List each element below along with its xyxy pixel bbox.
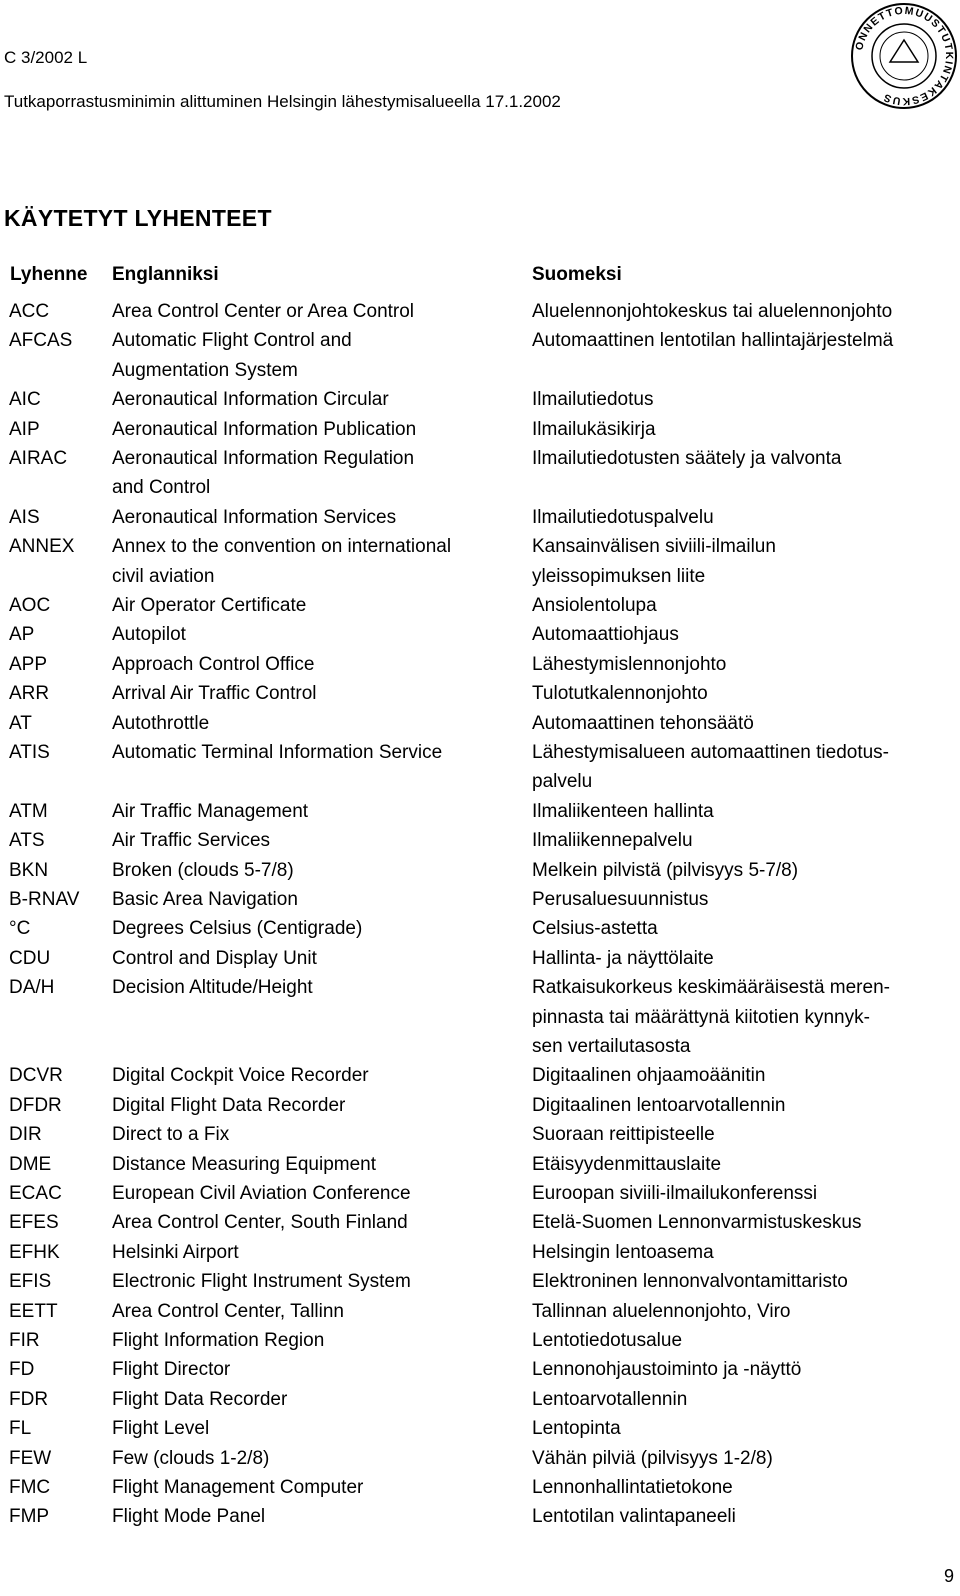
finnish-line: Lentotilan valintapaneeli xyxy=(532,1506,736,1528)
english-line: Distance Measuring Equipment xyxy=(112,1153,377,1175)
finnish-cell xyxy=(532,797,714,826)
finnish-line: Elektroninen lennonvalvontamittaristo xyxy=(532,1271,848,1293)
english-line: Aeronautical Information Publication xyxy=(112,418,417,440)
english-line: Electronic Flight Instrument System xyxy=(112,1271,411,1293)
english-cell xyxy=(112,620,186,649)
english-cell xyxy=(112,1267,411,1296)
english-line: Direct to a Fix xyxy=(112,1124,230,1146)
english-cell xyxy=(112,679,316,708)
english-line: Area Control Center, South Finland xyxy=(112,1212,408,1234)
abbreviation-cell: ATIS xyxy=(9,742,50,763)
english-cell xyxy=(112,709,209,738)
finnish-cell xyxy=(532,944,714,973)
abbreviation-cell: FDR xyxy=(9,1388,49,1410)
finnish-cell xyxy=(532,385,653,414)
abbreviation-cell: FMC xyxy=(9,1477,51,1498)
abbreviation-cell: FMP xyxy=(9,1506,50,1528)
english-cell xyxy=(112,1208,408,1237)
english-cell xyxy=(112,385,389,414)
table-row xyxy=(0,1326,960,1355)
abbreviation-cell: AIP xyxy=(9,418,40,440)
table-row xyxy=(0,620,960,649)
table-row xyxy=(0,1355,960,1384)
finnish-cell xyxy=(532,1267,848,1296)
document-subtitle: Tutkaporrastusminimin alittuminen Helsingin lähestymisalueella 17.1.2002 xyxy=(4,92,561,111)
finnish-line: Digitaalinen ohjaamoäänitin xyxy=(532,1065,766,1087)
abbreviation-cell: FIR xyxy=(9,1330,40,1351)
finnish-line: Ilmailutiedotuspalvelu xyxy=(532,506,714,528)
agency-seal-logo xyxy=(850,2,958,110)
finnish-cell xyxy=(532,1120,715,1149)
abbreviation-cell: EFIS xyxy=(9,1271,52,1293)
abbreviation-cell: EETT xyxy=(9,1300,58,1322)
finnish-line: pinnasta tai määrättynä kiitotien kynnyk- xyxy=(532,1006,870,1028)
finnish-cell xyxy=(532,297,892,326)
english-line: Aeronautical Information Circular xyxy=(112,389,389,411)
table-row xyxy=(0,914,960,943)
english-cell xyxy=(112,797,308,826)
english-line: Arrival Air Traffic Control xyxy=(112,683,317,705)
english-line: Autothrottle xyxy=(112,712,210,734)
abbreviation-cell: ECAC xyxy=(9,1183,62,1204)
finnish-line: Tallinnan aluelennonjohto, Viro xyxy=(532,1300,791,1322)
table-row xyxy=(0,1061,960,1090)
english-line: Annex to the convention on international xyxy=(112,536,452,558)
table-row xyxy=(0,1502,960,1531)
english-line: Few (clouds 1-2/8) xyxy=(112,1447,270,1469)
english-cell xyxy=(112,415,416,444)
abbreviation-cell: DA/H xyxy=(9,977,55,999)
finnish-line: Aluelennonjohtokeskus tai aluelennonjohto xyxy=(532,301,893,322)
english-cell xyxy=(112,444,414,503)
english-line: civil aviation xyxy=(112,565,215,587)
finnish-cell xyxy=(532,738,889,797)
table-row xyxy=(0,679,960,708)
abbreviation-cell: AOC xyxy=(9,595,51,616)
table-row xyxy=(0,650,960,679)
finnish-line: Hallinta- ja näyttölaite xyxy=(532,947,714,969)
finnish-line: palvelu xyxy=(532,771,593,793)
abbreviation-cell: APP xyxy=(9,653,48,675)
table-row xyxy=(0,1297,960,1326)
english-line: Digital Flight Data Recorder xyxy=(112,1094,346,1116)
abbreviation-cell: ATM xyxy=(9,800,48,822)
english-line: Air Traffic Management xyxy=(112,800,309,822)
finnish-line: Etelä-Suomen Lennonvarmistuskeskus xyxy=(532,1212,862,1234)
finnish-line: Lentoarvotallennin xyxy=(532,1388,688,1410)
finnish-line: Automaattinen tehonsäätö xyxy=(532,712,754,734)
table-row xyxy=(0,1208,960,1237)
abbreviation-cell: CDU xyxy=(9,947,51,969)
finnish-cell xyxy=(532,1385,687,1414)
column-header-abbr: Lyhenne xyxy=(10,264,88,285)
finnish-line: Automaattiohjaus xyxy=(532,624,679,646)
english-cell xyxy=(112,1473,363,1502)
table-row xyxy=(0,885,960,914)
english-line: Degrees Celsius (Centigrade) xyxy=(112,918,363,940)
finnish-line: Suoraan reittipisteelle xyxy=(532,1124,715,1146)
table-row xyxy=(0,797,960,826)
english-line: and Control xyxy=(112,477,211,499)
english-cell xyxy=(112,826,270,855)
english-cell xyxy=(112,1414,209,1443)
abbreviation-cell: AT xyxy=(9,712,32,734)
table-row xyxy=(0,1385,960,1414)
finnish-line: Vähän pilviä (pilvisyys 1-2/8) xyxy=(532,1447,773,1469)
english-line: Area Control Center or Area Control xyxy=(112,301,415,322)
table-row xyxy=(0,1238,960,1267)
table-row xyxy=(0,415,960,444)
table-row xyxy=(0,1120,960,1149)
finnish-cell xyxy=(532,1208,862,1237)
finnish-line: Ilmailutiedotus xyxy=(532,389,654,411)
english-cell xyxy=(112,503,396,532)
table-row xyxy=(0,944,960,973)
finnish-cell xyxy=(532,709,754,738)
table-row xyxy=(0,326,960,385)
finnish-line: Lennonhallintatietokone xyxy=(532,1477,733,1498)
abbreviation-cell: FL xyxy=(9,1418,32,1440)
finnish-line: Ilmaliikennepalvelu xyxy=(532,830,693,852)
finnish-line: Melkein pilvistä (pilvisyys 5-7/8) xyxy=(532,859,799,881)
english-cell xyxy=(112,532,451,591)
abbreviation-cell: EFHK xyxy=(9,1241,60,1263)
english-cell xyxy=(112,1385,287,1414)
english-line: Area Control Center, Tallinn xyxy=(112,1300,344,1322)
table-row xyxy=(0,973,960,1061)
english-line: Aeronautical Information Regulation xyxy=(112,448,415,469)
english-cell xyxy=(112,1120,229,1149)
english-cell xyxy=(112,973,313,1002)
english-cell xyxy=(112,1297,344,1326)
finnish-cell xyxy=(532,973,890,1061)
abbreviation-cell: AIC xyxy=(9,389,41,411)
abbreviation-cell: EFES xyxy=(9,1212,59,1234)
finnish-line: Helsingin lentoasema xyxy=(532,1241,714,1263)
abbreviation-cell: FEW xyxy=(9,1447,52,1469)
abbreviation-cell: BKN xyxy=(9,859,49,881)
finnish-line: Automaattinen lentotilan hallintajärjestelmä xyxy=(532,330,894,352)
english-line: Flight Information Region xyxy=(112,1330,325,1351)
abbreviation-cell: AFCAS xyxy=(9,330,73,352)
english-cell xyxy=(112,1238,239,1267)
finnish-cell xyxy=(532,503,714,532)
finnish-line: Digitaalinen lentoarvotallennin xyxy=(532,1094,786,1116)
english-line: Air Operator Certificate xyxy=(112,595,307,616)
finnish-line: Lähestymisalueen automaattinen tiedotus- xyxy=(532,742,890,763)
finnish-line: Ansiolentolupa xyxy=(532,595,657,616)
english-line: Aeronautical Information Services xyxy=(112,506,397,528)
table-row xyxy=(0,444,960,503)
english-line: Approach Control Office xyxy=(112,653,315,675)
english-cell xyxy=(112,944,317,973)
abbreviation-cell: DCVR xyxy=(9,1065,63,1087)
finnish-line: Etäisyydenmittauslaite xyxy=(532,1153,722,1175)
abbreviation-cell: ACC xyxy=(9,301,50,322)
finnish-line: Euroopan siviili-ilmailukonferenssi xyxy=(532,1183,818,1204)
finnish-cell xyxy=(532,1502,736,1531)
finnish-cell xyxy=(532,1238,714,1267)
finnish-cell xyxy=(532,532,776,591)
finnish-line: Tulotutkalennonjohto xyxy=(532,683,708,705)
table-row xyxy=(0,856,960,885)
table-row xyxy=(0,1150,960,1179)
finnish-cell xyxy=(532,679,708,708)
table-row xyxy=(0,297,960,326)
table-row xyxy=(0,1444,960,1473)
table-row xyxy=(0,532,960,591)
english-line: Augmentation System xyxy=(112,359,298,381)
english-line: Digital Cockpit Voice Recorder xyxy=(112,1065,369,1087)
english-line: European Civil Aviation Conference xyxy=(112,1183,411,1204)
english-line: Flight Management Computer xyxy=(112,1477,364,1498)
finnish-line: Lentopinta xyxy=(532,1418,621,1440)
finnish-line: Ratkaisukorkeus keskimääräisestä meren- xyxy=(532,977,890,999)
abbreviation-cell: AIRAC xyxy=(9,448,68,469)
finnish-cell xyxy=(532,326,893,355)
english-line: Flight Director xyxy=(112,1359,231,1381)
table-row xyxy=(0,591,960,620)
english-cell xyxy=(112,1444,269,1473)
english-line: Decision Altitude/Height xyxy=(112,977,313,999)
finnish-line: Ilmailutiedotusten säätely ja valvonta xyxy=(532,448,842,469)
finnish-line: Lennonohjaustoiminto ja -näyttö xyxy=(532,1359,802,1381)
finnish-cell xyxy=(532,826,693,855)
english-cell xyxy=(112,1150,376,1179)
english-cell xyxy=(112,885,298,914)
finnish-cell xyxy=(532,856,798,885)
english-line: Basic Area Navigation xyxy=(112,889,298,910)
finnish-cell xyxy=(532,1061,765,1090)
english-cell xyxy=(112,914,362,943)
abbreviation-cell: DIR xyxy=(9,1124,42,1146)
table-row xyxy=(0,1267,960,1296)
english-cell xyxy=(112,1355,230,1384)
finnish-cell xyxy=(532,1091,786,1120)
finnish-cell xyxy=(532,1326,682,1355)
finnish-cell xyxy=(532,885,708,914)
finnish-cell xyxy=(532,1150,721,1179)
english-cell xyxy=(112,1061,369,1090)
abbreviation-cell: AIS xyxy=(9,506,40,528)
finnish-cell xyxy=(532,415,656,444)
finnish-cell xyxy=(532,1444,773,1473)
english-cell xyxy=(112,1326,324,1355)
english-cell xyxy=(112,1179,411,1208)
finnish-line: yleissopimuksen liite xyxy=(532,565,706,587)
finnish-cell xyxy=(532,914,658,943)
english-line: Broken (clouds 5-7/8) xyxy=(112,859,294,881)
english-line: Autopilot xyxy=(112,624,186,646)
finnish-line: sen vertailutasosta xyxy=(532,1036,691,1057)
finnish-cell xyxy=(532,1297,790,1326)
finnish-cell xyxy=(532,591,657,620)
table-row xyxy=(0,1091,960,1120)
finnish-line: Perusaluesuunnistus xyxy=(532,889,709,910)
document-code: C 3/2002 L xyxy=(4,48,88,67)
column-header-english: Englanniksi xyxy=(112,264,219,285)
page-number: 9 xyxy=(944,1566,955,1586)
abbreviation-cell: AP xyxy=(9,624,35,646)
english-line: Control and Display Unit xyxy=(112,947,317,969)
english-cell xyxy=(112,1502,265,1531)
english-line: Automatic Flight Control and xyxy=(112,330,352,352)
abbreviation-cell: DFDR xyxy=(9,1094,62,1116)
english-cell xyxy=(112,591,306,620)
abbreviation-cell: ANNEX xyxy=(9,536,75,558)
abbreviation-cell: FD xyxy=(9,1359,35,1381)
english-line: Helsinki Airport xyxy=(112,1241,239,1263)
table-row xyxy=(0,503,960,532)
table-row xyxy=(0,738,960,797)
english-cell xyxy=(112,326,352,385)
abbreviation-cell: ATS xyxy=(9,830,45,852)
finnish-line: Ilmaliikenteen hallinta xyxy=(532,800,714,822)
svg-text:ONNETTOMUUSTUTKINTAKESKUS: ONNETTOMUUSTUTKINTAKESKUS xyxy=(853,4,956,108)
english-line: Flight Mode Panel xyxy=(112,1506,266,1528)
table-row xyxy=(0,385,960,414)
finnish-cell xyxy=(532,1473,733,1502)
english-line: Air Traffic Services xyxy=(112,830,271,852)
finnish-line: Lähestymislennonjohto xyxy=(532,653,727,675)
finnish-cell xyxy=(532,1355,801,1384)
finnish-line: Kansainvälisen siviili-ilmailun xyxy=(532,536,776,558)
table-row xyxy=(0,1414,960,1443)
abbreviation-cell: DME xyxy=(9,1153,52,1175)
english-line: Automatic Terminal Information Service xyxy=(112,742,443,763)
english-cell xyxy=(112,297,414,326)
table-row xyxy=(0,826,960,855)
table-row xyxy=(0,1179,960,1208)
column-header-finnish: Suomeksi xyxy=(532,264,622,285)
english-cell xyxy=(112,856,294,885)
finnish-line: Ilmailukäsikirja xyxy=(532,418,656,440)
english-cell xyxy=(112,1091,345,1120)
finnish-cell xyxy=(532,444,841,473)
finnish-line: Lentotiedotusalue xyxy=(532,1330,683,1351)
abbreviation-cell: ARR xyxy=(9,683,50,705)
english-cell xyxy=(112,738,442,767)
table-row xyxy=(0,1473,960,1502)
abbreviation-cell: B-RNAV xyxy=(9,889,80,910)
finnish-cell xyxy=(532,1414,621,1443)
table-row xyxy=(0,709,960,738)
finnish-cell xyxy=(532,1179,817,1208)
english-line: Flight Data Recorder xyxy=(112,1388,288,1410)
english-line: Flight Level xyxy=(112,1418,210,1440)
english-cell xyxy=(112,650,314,679)
page-title: KÄYTETYT LYHENTEET xyxy=(4,205,272,231)
finnish-line: Celsius-astetta xyxy=(532,918,658,940)
abbreviation-cell: °C xyxy=(9,918,31,940)
finnish-cell xyxy=(532,650,726,679)
finnish-cell xyxy=(532,620,679,649)
